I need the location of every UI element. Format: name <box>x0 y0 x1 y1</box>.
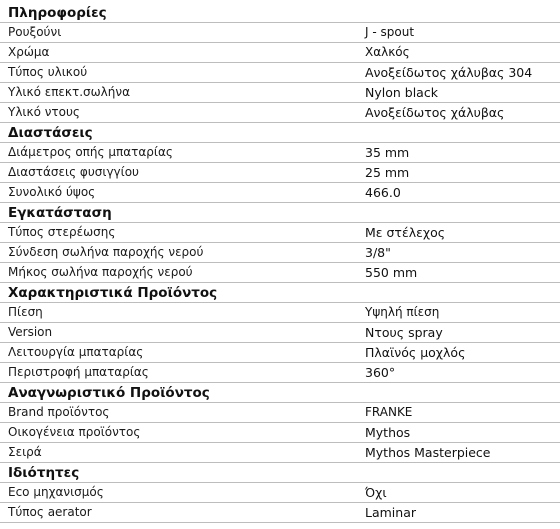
spec-row <box>0 163 560 183</box>
spec-row <box>0 443 560 463</box>
spec-label: Οικογένεια προϊόντος <box>8 425 141 439</box>
spec-label: Σύνδεση σωλήνα παροχής νερού <box>8 245 204 259</box>
spec-row <box>0 363 560 383</box>
spec-label: Μήκος σωλήνα παροχής νερού <box>8 265 193 279</box>
spec-label: Brand προϊόντος <box>8 405 110 419</box>
spec-row <box>0 343 560 363</box>
spec-label: Πίεση <box>8 305 43 319</box>
spec-label: Διαστάσεις φυσιγγίου <box>8 165 140 179</box>
section-title-features: Χαρακτηριστικά Προϊόντος <box>0 283 560 303</box>
spec-label: Eco μηχανισμός <box>8 485 104 499</box>
spec-value: Laminar <box>365 505 416 520</box>
spec-row <box>0 483 560 503</box>
spec-label: Τύπος στερέωσης <box>8 225 116 239</box>
spec-row <box>0 403 560 423</box>
spec-value: 466.0 <box>365 185 401 200</box>
spec-row <box>0 223 560 243</box>
spec-label: Συνολικό ύψος <box>8 185 96 199</box>
spec-row <box>0 43 560 63</box>
spec-label: Τύπος aerator <box>8 505 92 519</box>
spec-row <box>0 103 560 123</box>
spec-row <box>0 503 560 523</box>
spec-label: Version <box>8 325 53 339</box>
spec-value: Υψηλή πίεση <box>365 305 440 319</box>
spec-label: Λειτουργία μπαταρίας <box>8 345 144 359</box>
spec-value: Με στέλεχος <box>365 225 446 240</box>
spec-label: Υλικό ντους <box>8 105 80 119</box>
spec-value: 550 mm <box>365 265 418 280</box>
spec-value: Όχι <box>365 485 387 500</box>
section-title-product-id: Αναγνωριστικό Προϊόντος <box>0 383 560 403</box>
spec-label: Υλικό επεκτ.σωλήνα <box>8 85 131 99</box>
spec-value: Ανοξείδωτος χάλυβας <box>365 105 505 120</box>
spec-value: Mythos <box>365 425 411 440</box>
spec-value: 25 mm <box>365 165 410 180</box>
spec-row <box>0 303 560 323</box>
spec-label: Διάμετρος οπής μπαταρίας <box>8 145 173 159</box>
spec-value: 35 mm <box>365 145 410 160</box>
spec-label: Χρώμα <box>8 45 50 59</box>
spec-label: Σειρά <box>8 445 42 459</box>
spec-row <box>0 63 560 83</box>
spec-row <box>0 323 560 343</box>
spec-label: Ρουξούνι <box>8 25 62 39</box>
spec-value: Ανοξείδωτος χάλυβας 304 <box>365 65 533 80</box>
spec-label: Τύπος υλικού <box>8 65 88 79</box>
spec-value: Ντους spray <box>365 325 443 340</box>
spec-row <box>0 23 560 43</box>
spec-label: Περιστροφή μπαταρίας <box>8 365 149 379</box>
spec-row <box>0 183 560 203</box>
spec-value: FRANKE <box>365 405 413 419</box>
spec-value: 360° <box>365 365 396 380</box>
spec-row <box>0 263 560 283</box>
spec-value: Πλαϊνός μοχλός <box>365 345 466 360</box>
spec-value: Χαλκός <box>365 45 410 59</box>
spec-row <box>0 83 560 103</box>
spec-value: 3/8" <box>365 245 391 260</box>
section-title-installation: Εγκατάσταση <box>0 203 560 223</box>
section-title-dimensions: Διαστάσεις <box>0 123 560 143</box>
spec-row <box>0 423 560 443</box>
spec-row <box>0 243 560 263</box>
section-title-info: Πληροφορίες <box>0 3 560 23</box>
spec-value: Nylon black <box>365 85 438 100</box>
spec-value: Mythos Masterpiece <box>365 445 491 460</box>
section-title-properties: Ιδιότητες <box>0 463 560 483</box>
spec-row <box>0 143 560 163</box>
spec-value: J - spout <box>365 25 415 39</box>
